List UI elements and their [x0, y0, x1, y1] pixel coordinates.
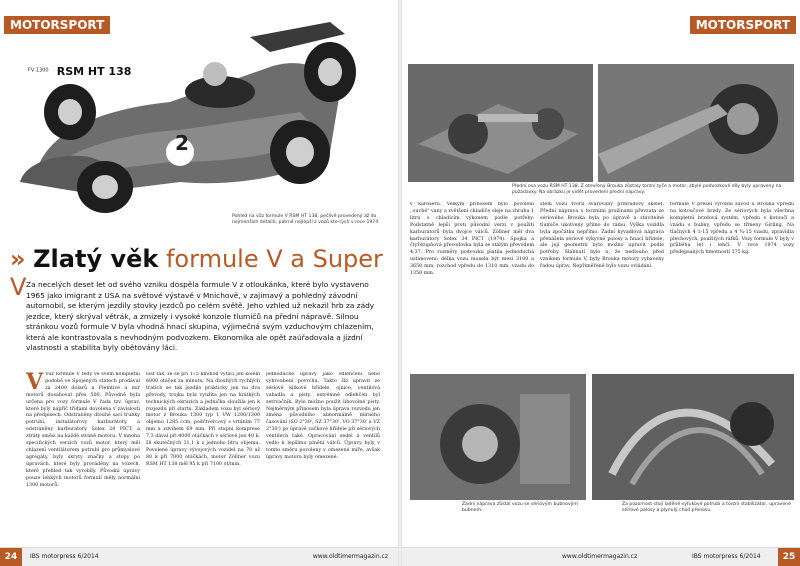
car-number: 2 [175, 131, 189, 155]
right-column-2 [540, 202, 664, 366]
photo-bottom-right-caption: Za pozornost stojí laděné výfukové potrubí a torzní stabilizátor, upravené sériové polosy a plynulý chod přenosu. [622, 502, 791, 513]
left-footer [0, 547, 398, 566]
footer-issue-right: 6/2014 [739, 553, 761, 560]
chassis-photo-left-image [408, 64, 593, 182]
left-column-2 [146, 372, 260, 542]
right-body-columns [410, 202, 794, 366]
headline-light: formule V a Super V [10, 245, 383, 301]
headline-mark: » [10, 245, 26, 273]
footer-magazine-name-right: IBS motorpress [692, 553, 738, 560]
page-number-right: 25 [778, 548, 800, 566]
footer-magazine-right [692, 548, 761, 566]
footer-issue: 6/2014 [77, 553, 99, 560]
left-column-2-text: lost tak, že se při 175 km/hod vytáčí jen kolem 6000 otáček za minutu. Na dlouhých rychlých tratích se tak jezdilo prakticky jen na dva převody, trojku byla využita jen na krátkých technických okruzích a jednička sloužila jen k rozjezdu při startu. Základem vozu byl sériový motor z Brouka 1300 typ 1 VW 1200/1300 objemu 1285 ccm, podčtvercový s vrtáním 77 mm a zdvihem 69 mm. Při stupni komprese 7,3 dával při 4000 otáčkách v sériové jen 40 k, šli skutečných 31,1 k z jednoho litru objemu. Povolené úpravy vývojových vozidel na 70 až 80 k při 7000 otáčkách, motor Zöllner vozu RSM HT 138 měl 95 k při 7100 ot/min. [146, 372, 260, 467]
right-column-3-text: formule V přešel výrobní závod u Brouka vpředu na kotoučové brzdy. Ze sériových byla všechna kompletní brzdová systém, vpředu s kotouči a vzadu s bubny, vpředu se třmeny Girling. Na tlačných 4 1-15 vpředu a 4 ¾-15 vzadu, zpravidla plechových, použitých ráfků. Vozy formule V byly v průběhu let i lehčí. V roce 1974 vozy předepsaných hmotností 375 kg. [670, 202, 794, 256]
left-column-3-text: jednoduché úpravy jako odlehčení nebo vyhroubení povrchu. Takto šlo upravit ze sériové klikové hřídele, ojnice, ventilová vahadla a písty, extrémně odlehčen byl setrvačník. Bylo možno použít libovolné písty. Nejměrným přínosem byla úprava rozvodu jen změna původního abnormálně mírného časování (SO 2°30', SZ 37°30', VO 37°30' a VZ 2°30') po úpravě vačkové hřídele při sériových ventilech také. Opracování sedel a ventilů vedlo k lepšímu plnění válců. Úpravy byly v tomto směru povoleny v omezené míře, avšak úpravy motoru byly omezené. [266, 372, 380, 460]
rear-axle-photo [410, 374, 586, 500]
left-column-1-text: Vůz formule V tedy ve svém kompletní podobě ve Spojených státech prodával za 2400 dolarů a Flemtivé a mír motorů dosahoval přes 500. Původně byla určena pro vozy formule V řada tzv. úprav, které byly napříč třídami dovolena v závislosti na předpisech. Odstraněny dlouhé sací trubky potrubí, instalátorovy karburátory a odstraněny karburátory Solex 28 PICT, a ztráty směsi na každé straně motoru. V mnoha specifických verzích vozů motor, který měl chlazení ventilátorem potrubí pro průmyslové agregáty, byly skryty značky a stopy po úpravách, které byly prováděny na vozech, které přehled tak vyrobily. Původní úpravy pouze lehkých motorů formulí měly normální 1300 motorů. [26, 372, 140, 488]
exhaust-photo [592, 374, 794, 500]
rear-axle-photo-image [410, 374, 586, 500]
chassis-photo-right [598, 64, 794, 182]
car-title-block [28, 60, 131, 79]
headline-bold: Zlatý věk [33, 245, 159, 273]
left-column-3 [266, 372, 380, 542]
photo-caption: Pohled na vůz formule V RSM HT 138, pečlivě provedený až do nejmenších detailů, patrně nejlepší z vozů kte-rých v roce 1974 [232, 214, 379, 225]
exhaust-photo-image [592, 374, 794, 500]
car-title-small: FV 1300 [28, 67, 49, 74]
race-car-photo [0, 12, 398, 217]
right-column-2-text: štěm vozu tvořil svařovaný příhradový skelet. Přední náprava s torzními pružinami převzata ze sériového Brouka byla po úpravě a stavitelné tlumiče ukotveny přímo do rámu. Výška vozidla byla zpočátku nepřímo. Zadní kyvadlová náprava přenášela sériové výkyvné polosy a hnací hřídele, ale její geometrii bylo možno upravit podle potřeby. Slábnutí bylo u, že nedlouho před vznikem formule V, byly Brouka motory vybaveny řadou úprav. Nepřiměřeně bylo vozu ovládání. [540, 202, 664, 270]
photo-top-caption: Přední osa vozu RSM HT 138. Z otevřený Brouka zůstaly torzní tyče a motor, zbylé podvozkové díly byly upraveny na požadavky. Na obrázku je vidět provedení přední nápravy. [512, 184, 782, 195]
footer-url[interactable]: www.oldtimermagazin.cz [312, 553, 388, 560]
section-label: MOTORSPORT [4, 16, 110, 34]
left-body-columns [26, 372, 382, 542]
footer-magazine [30, 548, 99, 566]
right-column-3 [670, 202, 794, 366]
right-footer [402, 547, 800, 566]
page-number-left: 24 [0, 548, 22, 566]
section-label-right: MOTORSPORT [690, 16, 796, 34]
footer-url-right[interactable]: www.oldtimermagazin.cz [562, 553, 638, 560]
left-column-1 [26, 372, 140, 542]
right-column-1-text: v karoserii. Velkým přínosem bylo povolení ,,suché" vany a zvětšení chladiče oleje na zhruba 1 litru s chladícím výkonem podle potřeby. Podstatně lepší proti původní verzi v použití karburátorů byla dvojce válců. Zöllner měl dva karburátory Solex 34 PICT (1974). Spojka a čtyřstupňová převodovka byla se stálým převodem 4,37. Pro rozměry podvozku platila jednoduchá ustanovení: délka vozu musela být mezi 3100 a 3650 mm, rozchod vpředu do 1310 mm, vzadu do 1350 mm. [410, 202, 534, 277]
photo-bottom-left-caption: Zadní náprava zůstal vozu se sériovým bubnovým bubnem. [462, 502, 578, 513]
footer-magazine-name: IBS motorpress [30, 553, 76, 560]
car-title: RSM HT 138 [56, 65, 132, 78]
right-column-1 [410, 202, 534, 366]
chassis-photo-right-image [598, 64, 794, 182]
right-page [402, 0, 800, 566]
lead-paragraph: Za necelých deset let od svého vzniku dospěla formule V z otloukánka, které bylo vystaveno 1965 jako imigrant z USA na světové výstavě v Mnichově, v zajímavý a pohledný závodní automobil, se kterým jezdily stovky jezdců po celém světě. Jeho vzhled už nekazil hrb za zády jezdce, který skrýval větrák, a zmizely i vysoké konzole tlumičů na přední nápravě. Silnou stránkou vozů formule V byla vhodná hnací skupina, výjimečná svým vzduchovým chlazením, která ale kontrastovala s nevhodným podvozkem. Ekonomika ale opět zaúřadovala a jízdní vlastnosti a stabilita byly obětovány láci. [26, 280, 375, 352]
left-page [0, 0, 398, 566]
dropcap: V [26, 372, 44, 395]
chassis-photo-left [408, 64, 593, 182]
